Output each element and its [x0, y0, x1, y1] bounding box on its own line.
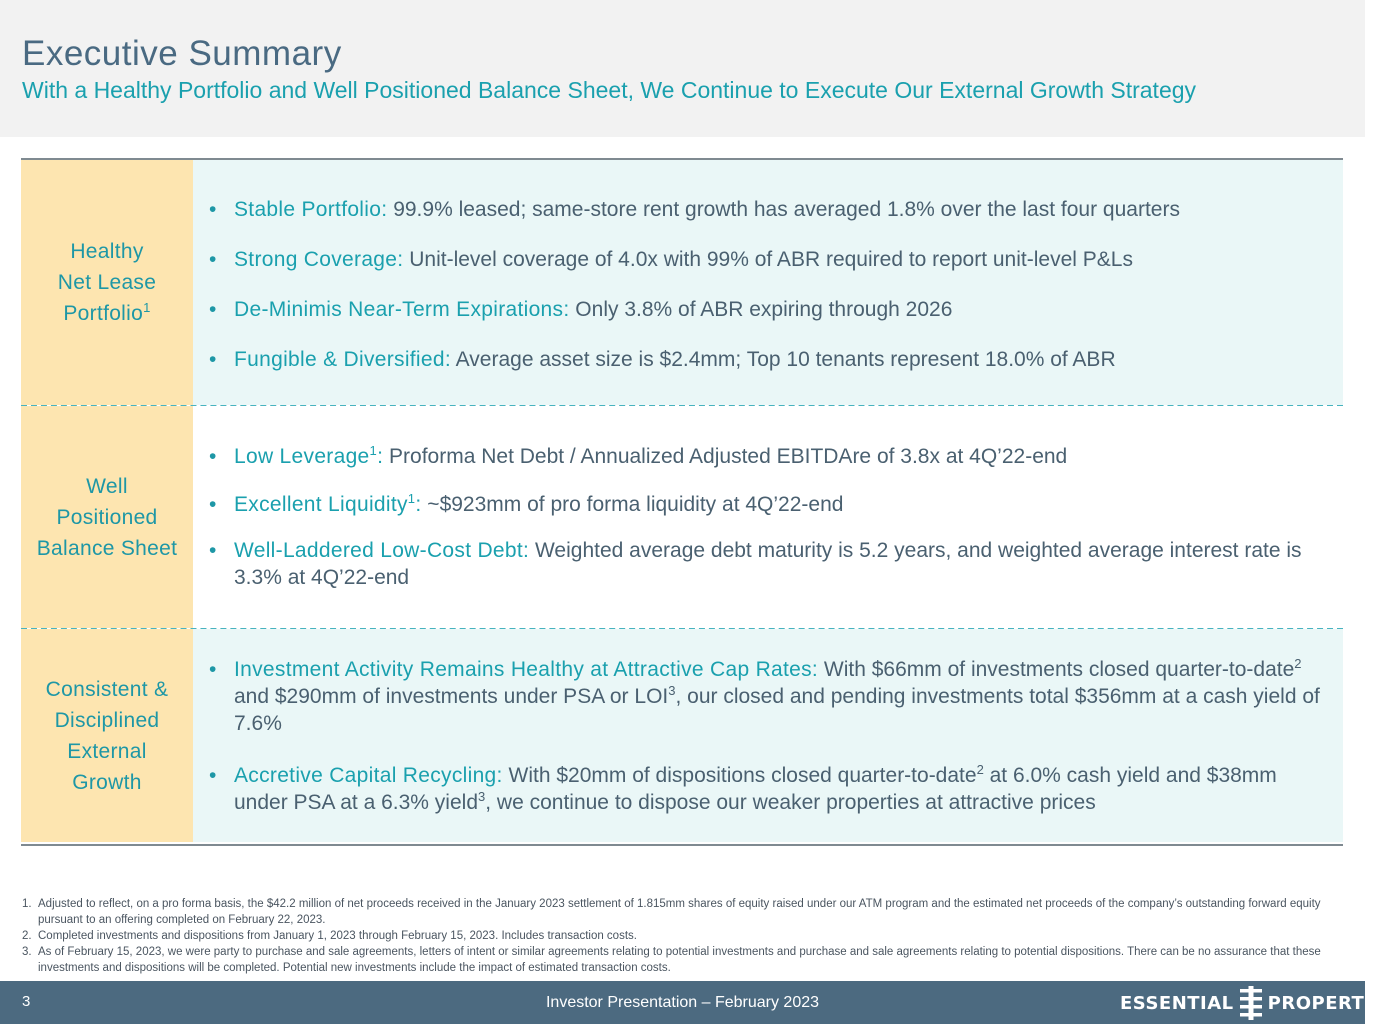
bullet-heading: Fungible & Diversified:	[234, 348, 451, 371]
label-line: External	[67, 739, 147, 763]
bullet-heading	[234, 493, 421, 516]
footnotes	[22, 896, 1342, 976]
header	[0, 0, 1365, 137]
label-line: Positioned	[56, 505, 158, 529]
bullet-icon: •	[209, 298, 217, 321]
bullet-text: and $290mm of investments under PSA or LOI	[234, 685, 669, 708]
bullet-text: Unit-level coverage of 4.0x with 99% of ABR required to report unit-level P&Ls	[403, 248, 1133, 271]
label-line: Growth	[72, 770, 142, 794]
bullet-item	[209, 196, 1335, 223]
footnote-number: 3.	[22, 946, 32, 958]
bullet-heading-text: Excellent Liquidity	[234, 493, 408, 516]
bullet-item	[209, 246, 1335, 273]
bullet-item	[209, 296, 1335, 323]
row-healthy-portfolio	[21, 160, 1343, 405]
footnote-ref: 2	[1294, 656, 1302, 671]
bullet-text: 99.9% leased; same-store rent growth has averaged 1.8% over the last four quarters	[387, 198, 1180, 221]
footnote-ref: 3	[478, 789, 486, 804]
bullet-item	[209, 491, 1335, 518]
footnote-ref: 3	[668, 683, 676, 698]
row-content	[193, 160, 1343, 405]
bullet-heading-colon: :	[377, 445, 384, 468]
row-label	[21, 406, 193, 628]
label-line: Portfolio	[63, 302, 144, 325]
bullet-heading: Accretive Capital Recycling:	[234, 764, 503, 787]
bullet-text: at 6.0% cash yield and $38mm under PSA at a 6.3% yield	[234, 764, 1277, 814]
bullet-icon: •	[209, 445, 217, 468]
bullet-heading: Well-Laddered Low-Cost Debt:	[234, 539, 530, 562]
bullet-item	[209, 537, 1335, 591]
footnote-text: As of February 15, 2023, we were party to purchase and sale agreements, letters of intent or similar agreements relating to potential investments and purchase and sale agreements relating to potential dispositions. There can be no assurance that these investments and dispositions will be completed. Potential new investments include the impact of estimated transaction costs.	[38, 946, 1321, 974]
row-label	[21, 160, 193, 405]
bullet-icon: •	[209, 764, 217, 787]
bullet-icon: •	[209, 198, 217, 221]
bullet-text: Only 3.8% of ABR expiring through 2026	[569, 298, 953, 321]
row-balance-sheet	[21, 406, 1343, 628]
footnote	[22, 896, 1342, 928]
footnote	[22, 928, 1342, 944]
bullet-heading-colon: :	[415, 493, 422, 516]
bullet-heading	[234, 445, 383, 468]
bullet-item	[209, 346, 1335, 373]
footer	[0, 981, 1398, 1024]
label-line: Balance Sheet	[36, 536, 178, 560]
footnote-ref: 1	[143, 300, 151, 315]
bullet-icon: •	[209, 348, 217, 371]
footnote-number: 2.	[22, 930, 32, 942]
label-line: Well	[86, 474, 128, 498]
bullet-text: Proforma Net Debt / Annualized Adjusted EBITDAre of 3.8x at 4Q’22-end	[383, 445, 1068, 468]
row-label	[21, 629, 193, 842]
bullet-text: With $20mm of dispositions closed quarter-to-date	[502, 764, 977, 787]
bullet-heading: De-Minimis Near-Term Expirations:	[234, 298, 570, 321]
bullet-heading-text: Low Leverage	[234, 445, 370, 468]
bullet-item	[209, 762, 1335, 816]
logo-mark-icon	[1240, 986, 1262, 1020]
summary-table	[21, 158, 1343, 846]
bullet-text: ~$923mm of pro forma liquidity at 4Q’22-end	[421, 493, 844, 516]
bullet-heading: Strong Coverage:	[234, 248, 404, 271]
row-external-growth	[21, 629, 1343, 842]
bullet-text: Weighted average debt maturity is 5.2 years, and weighted average interest rate is 3.3% at 4Q’22-end	[234, 539, 1302, 589]
label-line: Net Lease	[57, 271, 157, 294]
bullet-text: , our closed and pending investments total $356mm at a cash yield of 7.6%	[234, 685, 1320, 735]
bullet-text: With $66mm of investments closed quarter-to-date	[818, 658, 1295, 681]
footer-title: Investor Presentation – February 2023	[545, 994, 820, 1011]
row-content	[193, 406, 1343, 628]
company-logo	[1120, 988, 1398, 1018]
label-line: Consistent &	[45, 677, 169, 701]
footnote-text: Adjusted to reflect, on a pro forma basis, the $42.2 million of net proceeds received in the January 2023 settlement of 1.815mm shares of equity raised under our ATM program and the estimated net proceeds of the company’s outstanding forward equity pursuant to an offering completed on February 22, 2023.	[38, 898, 1321, 926]
label-line: Disciplined	[54, 708, 160, 732]
page-title: Executive Summary	[22, 34, 342, 73]
bullet-text: Average asset size is $2.4mm; Top 10 tenants represent 18.0% of ABR	[451, 348, 1116, 371]
footnote-text: Completed investments and dispositions from January 1, 2023 through February 15, 2023. Includes transaction costs.	[38, 930, 637, 942]
footnote-ref: 2	[976, 762, 984, 777]
row-content	[193, 629, 1343, 842]
bullet-item	[209, 656, 1335, 737]
page-number: 3	[22, 993, 31, 1010]
footnote-ref: 1	[407, 491, 416, 506]
logo-text-left: ESSENTIAL	[1120, 992, 1234, 1014]
footnote-ref: 1	[369, 443, 378, 458]
bullet-icon: •	[209, 493, 217, 516]
page-subtitle: With a Healthy Portfolio and Well Positioned Balance Sheet, We Continue to Execute Our External Growth Strategy	[22, 77, 1197, 103]
bullet-heading: Investment Activity Remains Healthy at Attractive Cap Rates:	[234, 658, 819, 681]
bullet-heading: Stable Portfolio:	[234, 198, 388, 221]
footnote-number: 1.	[22, 898, 32, 910]
bullet-icon: •	[209, 539, 217, 562]
bullet-icon: •	[209, 248, 217, 271]
bullet-item	[209, 443, 1335, 470]
bullet-icon: •	[209, 658, 217, 681]
footnote	[22, 944, 1342, 976]
logo-text-right: PROPERTIES	[1267, 992, 1398, 1014]
label-line: Healthy	[70, 240, 144, 263]
bullet-text: , we continue to dispose our weaker properties at attractive prices	[485, 791, 1096, 814]
